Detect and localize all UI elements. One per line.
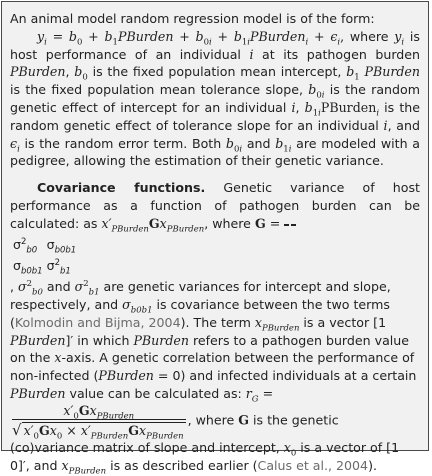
citation-link[interactable]: Calus et al., 2004 — [257, 457, 369, 473]
model-paragraph: $y_i = b_0$ + $b_1PBurden + b_{0i}$ + $b_{1i}PBurden_i + \epsilon_i$, where $y_i$ is host performance of an individual i at its pathogen burden PBurden, $b_0$ is the fixed population mean intercept, $b_1$ PBurden is the fixed population mean tolerance slope, $b_{0i}$ is the random genetic effect of intercept for an individual i, $b_{1i}PBurden_i$ is the random genetic effect of tolerance slope for an individual i, and $\epsilon_i$ is the random error term. Both $b_{0i}$ and $b_{1i}$ are modeled with a pedigree, allowing the estimation of their genetic variance. — [10, 28, 421, 169]
citation-link[interactable]: Kolmodin and Bijma, 2004 — [14, 314, 181, 330]
intro-sentence: An animal model random regression model is of the form: — [10, 11, 375, 26]
text-box: An animal model random regression model is of the form: $y_i = b_0$ + $b_1PBurden + b_{0i}$ + $b_{1i}PBurden_i + \epsilon_i$, where $y_i$ is host performance of an individual i at its pathogen burden PBurden, $b_0$ is the fixed population mean intercept, $b_1$ PBurden is the fixed population mean tolerance slope, $b_{0i}$ is the random genetic effect of intercept for an individual i, $b_{1i}PBurden_i$ is the random genetic effect of tolerance slope for an individual i, and $\epsilon_i$ is the random error term. Both $b_{0i}$ and $b_{1i}$ are modeled with a pedigree, allowing the estimation of their genetic variance. Covariance functions. Genetic variance of host performance as a function of pathogen burden can be calculated: as $x'_{PBurden}Gx_{PBurden}$, where G = $\sigma^2_{b0}$ $\sigma_{b0b1}$ $\sigma_{b0b1}$ $\sigma^2_{b1}$ , $\sigma^2_{b0}$ and $\sigma^2_{b1}$ are genetic variances for intercept and slope, respectively, and $\sigma_{b0b1}$ is covariance between the two terms (Kolmodin and Bijma, 2004). The term $x_{PBurden}$ is a vector [1 PBurden]′ in which PBurden refers to a pathogen burden value on the x-axis. A genetic correlation between the performance of non-infected (PBurden = 0) and infected individuals at a certain PBurden value can be calculated as: $r_G$ = $\frac{x'_0Gx_{PBurden}}{√ x'_0Gx_0 \times x'_{PBurden}Gx_{PBurden}}$ , where G is the genetic (co)variance matrix of slope and intercept, $x_0$ is a vector of [1 0]′, and $x_{PBurden}$ is as described earlier (Calus et al., 2004). — [1, 1, 429, 451]
model-equation: $y_i = b_0$ + $b_1PBurden + b_{0i}$ + $b_{1i}PBurden_i + \epsilon_i$, — [37, 28, 345, 48]
section-heading: Covariance functions. — [37, 180, 206, 196]
correlation-equation: $r_G$ = $\frac{x'_0Gx_{PBurden}}{√ x'_0Gx_0 \times x'_{PBurden}Gx_{PBurden}}$ — [12, 385, 274, 442]
covariance-paragraph: Covariance functions. Genetic variance of host performance as a function of pathogen burden can be calculated: as $x'_{PBurden}Gx_{PBurden}$, where G = — [10, 180, 420, 235]
